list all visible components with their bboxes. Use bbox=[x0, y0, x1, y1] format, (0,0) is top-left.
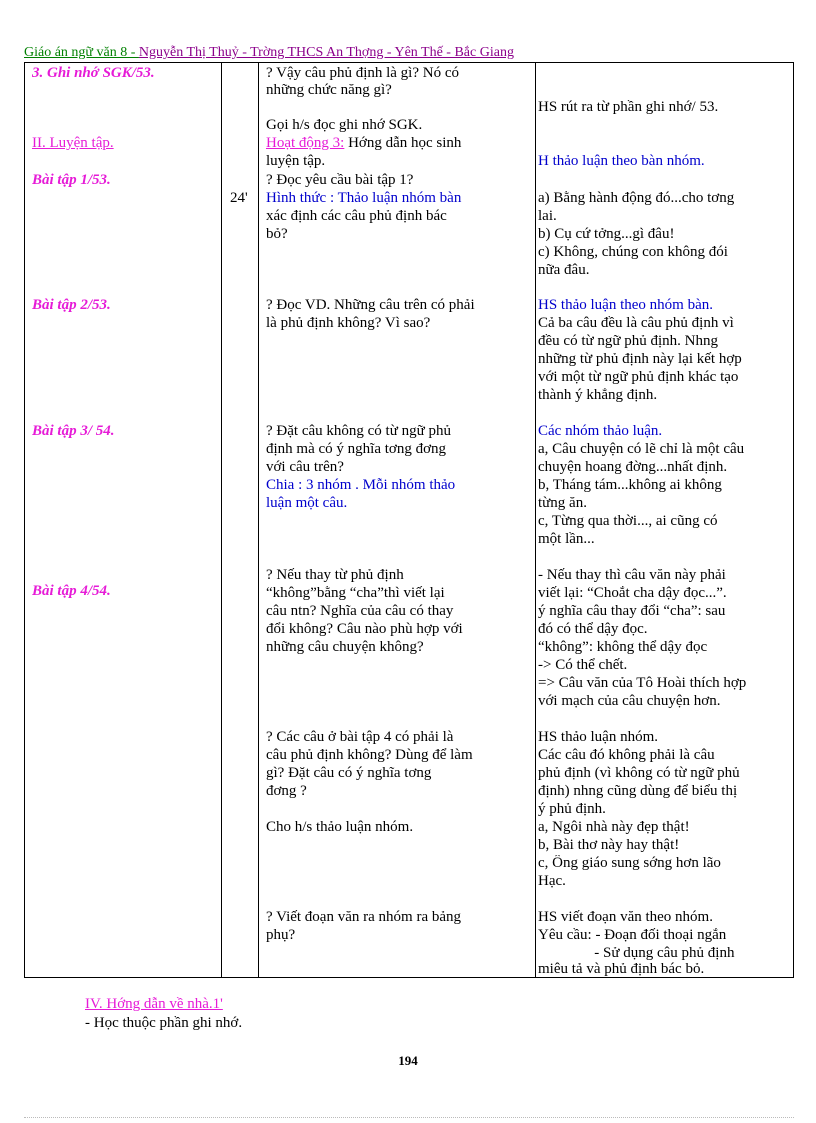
answer-bt2-3: những từ phủ định này lại kết hợp bbox=[538, 351, 742, 367]
answer-doan-van-1: HS viết đoạn văn theo nhóm. bbox=[538, 909, 713, 925]
answer-bt3-4: từng ăn. bbox=[538, 495, 587, 511]
hoat-dong-3-text: Hớng dẫn học sinh bbox=[344, 135, 462, 151]
answer-bt1-title: H thảo luận theo bàn nhóm. bbox=[538, 153, 705, 169]
question-bt4-4: đổi không? Câu nào phù hợp với bbox=[266, 621, 463, 637]
hoat-dong-3 bbox=[266, 135, 532, 152]
thao-luan-nhom: Cho h/s thảo luận nhóm. bbox=[266, 819, 414, 835]
header-author-school: Nguyễn Thị Thuỷ - Trờng THCS An Thợng - Yên Thế - Bắc Giang bbox=[138, 45, 514, 60]
header-subject: Giáo án ngữ văn 8 - bbox=[24, 45, 139, 60]
question-bt1-b2: bỏ? bbox=[266, 226, 288, 242]
answer-doan-van-4: miêu tả và phủ định bác bỏ. bbox=[538, 961, 705, 977]
footer-divider bbox=[24, 1117, 794, 1118]
answer-bt5-3: phủ định (vì không có từ ngữ phủ bbox=[538, 765, 740, 781]
answer-bt1-1: a) Bằng hành động đó...cho tơng bbox=[538, 190, 735, 206]
answer-bt1-4: c) Không, chúng con không đói bbox=[538, 244, 728, 260]
column-divider bbox=[535, 63, 536, 977]
huong-dan-ve-nha-heading bbox=[85, 996, 223, 1013]
answer-bt1-2: lai. bbox=[538, 208, 557, 224]
chia-nhom-2: luận một câu. bbox=[266, 495, 348, 511]
question-bt1-b1: xác định các câu phủ định bác bbox=[266, 208, 447, 224]
page-header bbox=[24, 45, 794, 61]
question-doan-van-2: phụ? bbox=[266, 927, 296, 943]
lesson-table bbox=[24, 62, 794, 978]
answer-bt2-2: đều có từ ngữ phủ định. Nhng bbox=[538, 333, 718, 349]
hoc-thuoc-ghi-nho: - Học thuộc phần ghi nhớ. bbox=[85, 1015, 243, 1031]
question-bt1: ? Đọc yêu cầu bài tập 1? bbox=[266, 172, 414, 188]
hinh-thuc: Hình thức : Thảo luận nhóm bàn bbox=[266, 190, 462, 206]
answer-bt5-1: HS thảo luận nhóm. bbox=[538, 729, 658, 745]
bai-tap-4-heading: Bài tập 4/54. bbox=[32, 583, 111, 599]
question-bt3-3: với câu trên? bbox=[266, 459, 344, 475]
answer-bt2-4: với một từ ngữ phủ định khác tạo bbox=[538, 369, 739, 385]
question-ghi-nho-2: những chức năng gì? bbox=[266, 82, 392, 98]
question-bt4-1: ? Nếu thay từ phủ định bbox=[266, 567, 404, 583]
question-ghi-nho-1: ? Vậy câu phủ định là gì? Nó có bbox=[266, 65, 460, 81]
time-label: 24' bbox=[230, 190, 248, 206]
answer-bt5-4: định) nhng cũng dùng để biểu thị bbox=[538, 783, 738, 799]
huong-dan-ve-nha-text: IV. Hớng dẫn về nhà.1' bbox=[85, 996, 223, 1012]
answer-bt3-1: a, Câu chuyện có lẽ chỉ là một câu bbox=[538, 441, 745, 457]
question-bt2-2: là phủ định không? Vì sao? bbox=[266, 315, 431, 331]
answer-bt3-3: b, Tháng tám...không ai không bbox=[538, 477, 722, 493]
answer-bt5-9: Hạc. bbox=[538, 873, 566, 889]
answer-bt5-7: b, Bài thơ này hay thật! bbox=[538, 837, 680, 853]
question-bt4-3: câu ntn? Nghĩa của câu có thay bbox=[266, 603, 454, 619]
answer-bt5-6: a, Ngôi nhà này đẹp thật! bbox=[538, 819, 690, 835]
answer-bt5-5: ý phủ định. bbox=[538, 801, 606, 817]
answer-bt4-6: -> Có thể chết. bbox=[538, 657, 628, 673]
answer-bt5-2: Các câu đó không phải là câu bbox=[538, 747, 715, 763]
answer-bt3-title: Các nhóm thảo luận. bbox=[538, 423, 663, 439]
bai-tap-3-heading: Bài tập 3/ 54. bbox=[32, 423, 115, 439]
answer-bt2-title: HS thảo luận theo nhóm bàn. bbox=[538, 297, 713, 313]
answer-bt2-5: thành ý khẳng định. bbox=[538, 387, 658, 403]
page-number: 194 bbox=[398, 1053, 418, 1068]
answer-bt4-4: đó có thể dậy đọc. bbox=[538, 621, 648, 637]
hoat-dong-3-label: Hoạt động 3: bbox=[266, 135, 345, 151]
column-divider bbox=[258, 63, 259, 977]
answer-bt4-8: với mạch của câu chuyện hơn. bbox=[538, 693, 721, 709]
answer-bt1-3: b) Cụ cứ tởng...gì đâu! bbox=[538, 226, 675, 242]
answer-bt4-1: - Nếu thay thì câu văn này phải bbox=[538, 567, 726, 583]
question-bt4-2: “không”bằng “cha”thì viết lại bbox=[266, 585, 445, 601]
question-bt3-1: ? Đặt câu không có từ ngữ phủ bbox=[266, 423, 451, 439]
answer-bt3-6: một lần... bbox=[538, 531, 595, 547]
bai-tap-2-heading: Bài tập 2/53. bbox=[32, 297, 111, 313]
question-bt4-5: những câu chuyện không? bbox=[266, 639, 424, 655]
answer-bt5-8: c, Ông giáo sung sớng hơn lão bbox=[538, 855, 721, 871]
question-doan-van-1: ? Viết đoạn văn ra nhóm ra bảng bbox=[266, 909, 462, 925]
answer-doan-van-2: Yêu cầu: - Đoạn đối thoại ngắn bbox=[538, 927, 727, 943]
question-bt2-1: ? Đọc VD. Những câu trên có phải bbox=[266, 297, 475, 313]
question-bt5-4: đơng ? bbox=[266, 783, 307, 799]
luyen-tap-heading: II. Luyện tập. bbox=[32, 135, 114, 151]
ghi-nho-heading: 3. Ghi nhớ SGK/53. bbox=[32, 65, 155, 81]
answer-bt3-2: chuyện hoang đờng...nhất định. bbox=[538, 459, 728, 475]
question-bt5-1: ? Các câu ở bài tập 4 có phải là bbox=[266, 729, 454, 745]
answer-bt4-3: ý nghĩa câu thay đổi “cha”: sau bbox=[538, 603, 726, 619]
answer-bt4-2: viết lại: “Choắt cha dậy đọc...”. bbox=[538, 585, 727, 601]
answer-bt4-5: “không”: không thể dậy đọc bbox=[538, 639, 708, 655]
chia-nhom-1: Chia : 3 nhóm . Mỗi nhóm thảo bbox=[266, 477, 456, 493]
answer-ghi-nho: HS rút ra từ phần ghi nhớ/ 53. bbox=[538, 99, 719, 115]
question-bt5-3: gì? Đặt câu có ý nghĩa tơng bbox=[266, 765, 432, 781]
answer-bt4-7: => Câu văn của Tô Hoài thích hợp bbox=[538, 675, 747, 691]
answer-doan-van-3: - Sử dụng câu phủ định bbox=[538, 945, 735, 961]
question-bt3-2: định mà có ý nghĩa tơng đơng bbox=[266, 441, 447, 457]
read-ghi-nho: Gọi h/s đọc ghi nhớ SGK. bbox=[266, 117, 423, 133]
question-bt5-2: câu phủ định không? Dùng để làm bbox=[266, 747, 473, 763]
answer-bt2-1: Cả ba câu đều là câu phủ định vì bbox=[538, 315, 734, 331]
answer-bt1-5: nữa đâu. bbox=[538, 262, 590, 278]
hoat-dong-3-line2: luyện tập. bbox=[266, 153, 326, 169]
bai-tap-1-heading: Bài tập 1/53. bbox=[32, 172, 111, 188]
column-divider bbox=[221, 63, 222, 977]
answer-bt3-5: c, Từng qua thời..., ai cũng có bbox=[538, 513, 718, 529]
